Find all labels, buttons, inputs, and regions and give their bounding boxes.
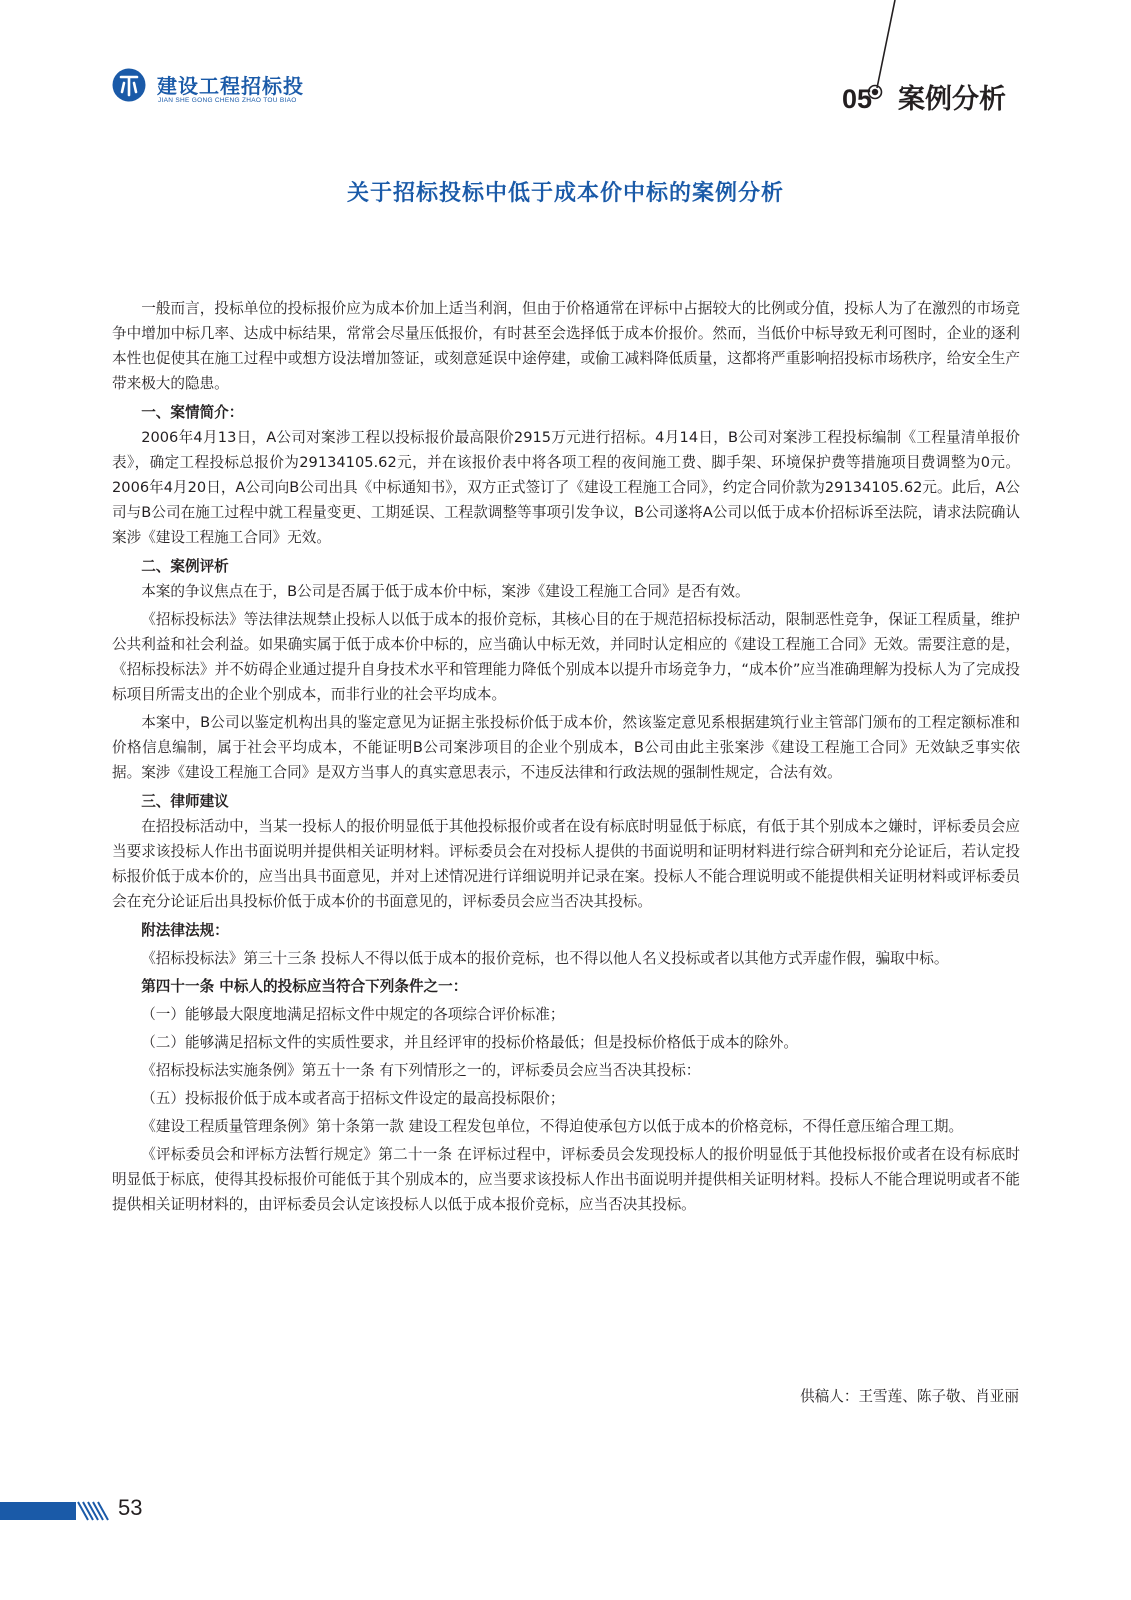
law-paragraph: 《建设工程质量管理条例》第十条第一款 建设工程发包单位，不得迫使承包方以低于成本的价格竞标，不得任意压缩合理工期。 bbox=[141, 1118, 964, 1135]
page-number: 53 bbox=[118, 1495, 143, 1520]
paragraph: 《招标投标法》等法律法规禁止投标人以低于成本的报价竞标，其核心目的在于规范招标投标活动，限制恶性竞争，保证工程质量，维护公共利益和社会利益。如果确实属于低于成本价中标的，应当确认中标无效，并同时认定相应的《建设工程施工合同》无效。需要注意的是，《招标投标法》并不妨碍企业通过提升自身技术水平和管理能力降低个别成本以提升市场竞争力，“成本价”应当准确理解为投标人为了完成投标项目所需支出的企业个别成本，而非行业的社会平均成本。 bbox=[112, 611, 1020, 703]
author-credit: 供稿人：王雪莲、陈子敬、肖亚丽 bbox=[800, 1388, 1019, 1405]
law-paragraph: 《评标委员会和评标方法暂行规定》第二十一条 在评标过程中，评标委员会发现投标人的报价明显低于其他投标报价或者在设有标底时明显低于标底，使得其投标报价可能低于其个别成本的，应当要求该投标人作出书面说明并提供相关证明材料。投标人不能合理说明或者不能提供相关证明材料的，由评标委员会认定该投标人以低于成本报价竞标，应当否决其投标。 bbox=[112, 1146, 1020, 1213]
law-item: （五）投标报价低于成本或者高于招标文件设定的最高投标限价； bbox=[141, 1090, 565, 1107]
law-item: （二）能够满足招标文件的实质性要求，并且经评审的投标价格最低；但是投标价格低于成本的除外。 bbox=[141, 1034, 798, 1051]
law-paragraph: 《招标投标法》第三十三条 投标人不得以低于成本的报价竞标，也不得以他人名义投标或者以其他方式弄虚作假，骗取中标。 bbox=[141, 950, 949, 967]
section-heading: 一、案情简介： bbox=[141, 404, 244, 421]
section-heading: 二、案例评析 bbox=[141, 558, 229, 575]
brand-name: 建设工程招标投 bbox=[157, 74, 304, 98]
law-paragraph: 《招标投标法实施条例》第五十一条 有下列情形之一的，评标委员会应当否决其投标： bbox=[141, 1062, 701, 1079]
section-title: 案例分析 bbox=[898, 84, 1006, 115]
appendix-heading: 附法律法规： bbox=[141, 922, 229, 939]
article-body bbox=[112, 296, 1020, 1217]
paragraph: 在招投标活动中，当某一投标人的报价明显低于其他投标报价或者在设有标底时明显低于标底，有低于其个别成本之嫌时，评标委员会应当要求该投标人作出书面说明并提供相关证明材料。评标委员会在对投标人提供的书面说明和证明材料进行综合研判和充分论证后，若认定投标报价低于成本价的，应当出具书面意见，并对上述情况进行详细说明并记录在案。投标人不能合理说明或不能提供相关证明材料或评标委员会在充分论证后出具投标价低于成本价的书面意见的，评标委员会应当否决其投标。 bbox=[112, 818, 1020, 910]
section-heading: 三、律师建议 bbox=[141, 793, 229, 810]
intro-paragraph: 一般而言，投标单位的投标报价应为成本价加上适当利润，但由于价格通常在评标中占据较大的比例或分值，投标人为了在激烈的市场竞争中增加中标几率、达成中标结果，常常会尽量压低报价，有时甚至会选择低于成本价报价。然而，当低价中标导致无利可图时，企业的逐利本性也促使其在施工过程中或想方设法增加签证，或刻意延误中途停建，或偷工减料降低质量，这都将严重影响招投标市场秩序，给安全生产带来极大的隐患。 bbox=[112, 300, 1020, 392]
paragraph: 本案中，B公司以鉴定机构出具的鉴定意见为证据主张投标价低于成本价，然该鉴定意见系根据建筑行业主管部门颁布的工程定额标准和价格信息编制，属于社会平均成本，不能证明B公司案涉项目的企业个别成本，B公司由此主张案涉《建设工程施工合同》无效缺乏事实依据。案涉《建设工程施工合同》是双方当事人的真实意思表示，不违反法律和行政法规的强制性规定，合法有效。 bbox=[112, 714, 1020, 781]
brand-subtitle: JIAN SHE GONG CHENG ZHAO TOU BIAO bbox=[158, 97, 297, 104]
logo-icon bbox=[112, 68, 146, 102]
paragraph: 本案的争议焦点在于，B公司是否属于低于成本价中标，案涉《建设工程施工合同》是否有效。 bbox=[141, 583, 750, 600]
section-dot-icon bbox=[867, 84, 883, 100]
paragraph: 2006年4月13日，A公司对案涉工程以投标报价最高限价2915万元进行招标。4月14日，B公司对案涉工程投标编制《工程量清单报价表》，确定工程投标总报价为29134105.62元，并在该报价表中将各项工程的夜间施工费、脚手架、环境保护费等措施项目费调整为0元。2006年4月20日，A公司向B公司出具《中标通知书》，双方正式签订了《建设工程施工合同》，约定合同价款为29134105.62元。此后，A公司与B公司在施工过程中就工程量变更、工期延误、工程款调整等事项引发争议，B公司遂将A公司以低于成本价招标诉至法院，请求法院确认案涉《建设工程施工合同》无效。 bbox=[112, 429, 1020, 546]
law-article-heading: 第四十一条 中标人的投标应当符合下列条件之一： bbox=[141, 978, 468, 995]
law-item: （一）能够最大限度地满足招标文件中规定的各项综合评价标准； bbox=[141, 1006, 565, 1023]
section-number: 05 bbox=[841, 84, 872, 114]
article-title: 关于招标投标中低于成本价中标的案例分析 bbox=[346, 180, 784, 206]
